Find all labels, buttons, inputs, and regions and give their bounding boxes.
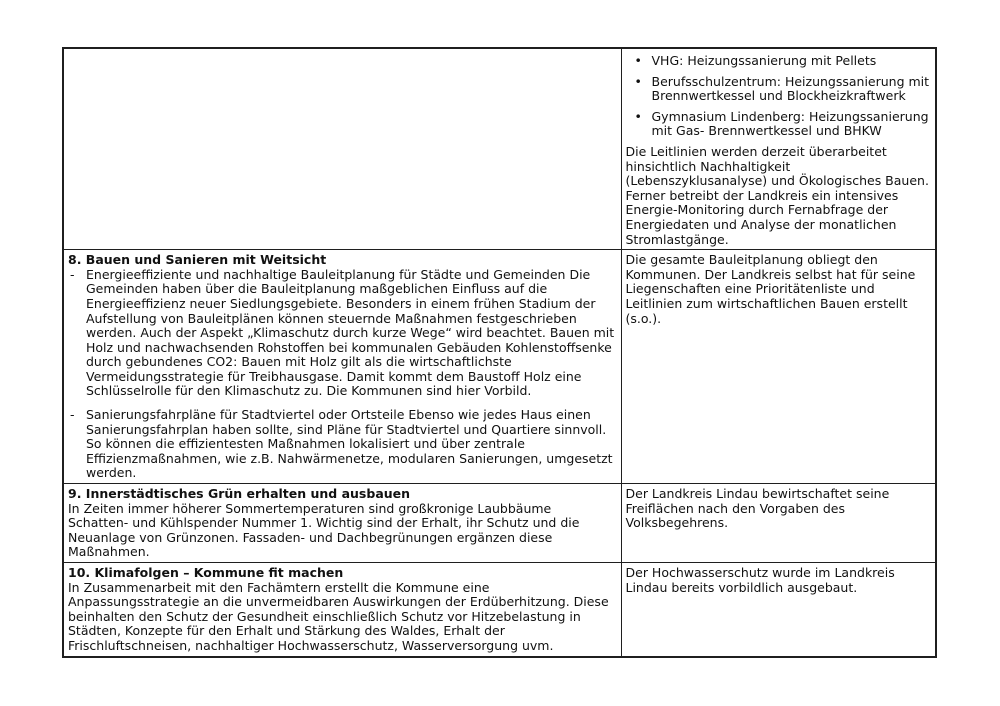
list-item-text: Berufsschulzentrum: Heizungssanierung mit Brennwertkessel und Blockheizkraftwerk — [651, 73, 930, 104]
paragraph: Die Leitlinien werden derzeit überarbeitet hinsichtlich Nachhaltigkeit (Lebenszyklusanalyse) und Ökologisches Bauen. — [625, 143, 929, 189]
section-heading: 8. Bauen und Sanieren mit Weitsicht — [68, 252, 327, 268]
cell-row1-left-empty — [63, 48, 621, 250]
list-item — [626, 110, 931, 139]
cell-row2-left — [63, 250, 621, 484]
cell-row2-right — [621, 250, 936, 484]
dash-icon: - — [70, 407, 75, 423]
list-item — [626, 75, 931, 104]
bullet-icon: • — [634, 53, 642, 68]
section-heading: 9. Innerstädtisches Grün erhalten und ausbauen — [68, 486, 411, 502]
dash-list-item — [68, 408, 616, 481]
cell-row4-right — [621, 563, 936, 657]
cell-row4-left — [63, 563, 621, 657]
paragraph: In Zeiten immer höherer Sommertemperaturen sind großkronige Laubbäume Schatten- und Kühlspender Nummer 1. Wichtig sind der Erhalt, ihr Schutz und die Neuanlage von Grünzonen. Fassaden- und Dachbegrünungen ergänzen diese Maßnahmen. — [68, 500, 580, 560]
heating-projects-list — [626, 54, 931, 139]
list-item-text: VHG: Heizungssanierung mit Pellets — [651, 53, 877, 68]
dash-icon: - — [70, 266, 75, 282]
table-row — [63, 484, 936, 563]
section-heading: 10. Klimafolgen – Kommune fit machen — [68, 565, 344, 580]
paragraph: Der Landkreis Lindau bewirtschaftet seine Freiflächen nach den Vorgaben des Volksbegehrens. — [625, 486, 890, 531]
table-row — [63, 250, 936, 484]
paragraph: In Zusammenarbeit mit den Fachämtern erstellt die Kommune eine Anpassungsstrategie an die unvermeidbaren Auswirkungen der Erdüberhitzung. Diese beinhalten den Schutz der Gesundheit einschließlich Schutz vor Hitzebelastung in Städten, Konzepte für den Erhalt und Stärkung des Waldes, Erhalt der Frischluftschneisen, nachhaltiger Hochwasserschutz, Wasserversorgung uvm. — [68, 579, 609, 653]
table-row — [63, 48, 936, 250]
table-row — [63, 563, 936, 657]
dash-item-text: Energieeffiziente und nachhaltige Bauleitplanung für Städte und Gemeinden Die Gemeinden haben über die Bauleitplanung maßgeblichen Einfluss auf die Energieeffizienz neuer Siedlungsgebiete. Besonders in einem frühen Stadium der Aufstellung von Bauleitplänen können steuernde Maßnahmen festgeschrieben werden. Auch der Aspekt „Klimaschutz durch kurze Wege“ wird beachtet. Bauen mit Holz und nachwachsenden Rohstoffen bei kommunalen Gebäuden Kohlenstoffsenke durch gebundenes CO2: Bauen mit Holz gilt als die wirtschaftlichste Vermeidungsstrategie für Treibhausgase. Damit kommt dem Baustoff Holz eine Schlüsselrolle für den Klimaschutz zu. Die Kommunen sind hier Vorbild. — [86, 266, 615, 399]
paragraph: Der Hochwasserschutz wurde im Landkreis Lindau bereits vorbildlich ausgebaut. — [625, 565, 895, 595]
paragraph: Die gesamte Bauleitplanung obliegt den Kommunen. Der Landkreis selbst hat für seine Liegenschaften eine Prioritätenliste und Leitlinien zum wirtschaftlichen Bauen erstellt (s.o.). — [625, 252, 916, 326]
cell-row3-left — [63, 484, 621, 563]
measures-table — [62, 47, 937, 658]
bullet-icon: • — [634, 73, 642, 89]
list-item-text: Gymnasium Lindenberg: Heizungssanierung mit Gas- Brennwertkessel und BHKW — [651, 108, 929, 139]
paragraph: Ferner betreibt der Landkreis ein intensives Energie-Monitoring durch Fernabfrage der Energiedaten und Analyse der monatlichen Stromlastgänge. — [625, 187, 899, 247]
dash-item-text: Sanierungsfahrpläne für Stadtviertel oder Ortsteile Ebenso wie jedes Haus einen Sanierungsfahrplan haben sollte, sind Pläne für Stadtviertel und Quartiere sinnvoll. So können die effizientesten Maßnahmen lokalisiert und über zentrale Effizienzmaßnahmen, wie z.B. Nahwärmenetze, modularen Sanierungen, umgesetzt werden. — [86, 407, 613, 481]
list-item — [626, 54, 931, 69]
cell-row1-right — [621, 48, 936, 250]
dash-list-item — [68, 268, 616, 399]
bullet-icon: • — [634, 108, 642, 124]
cell-row3-right — [621, 484, 936, 563]
